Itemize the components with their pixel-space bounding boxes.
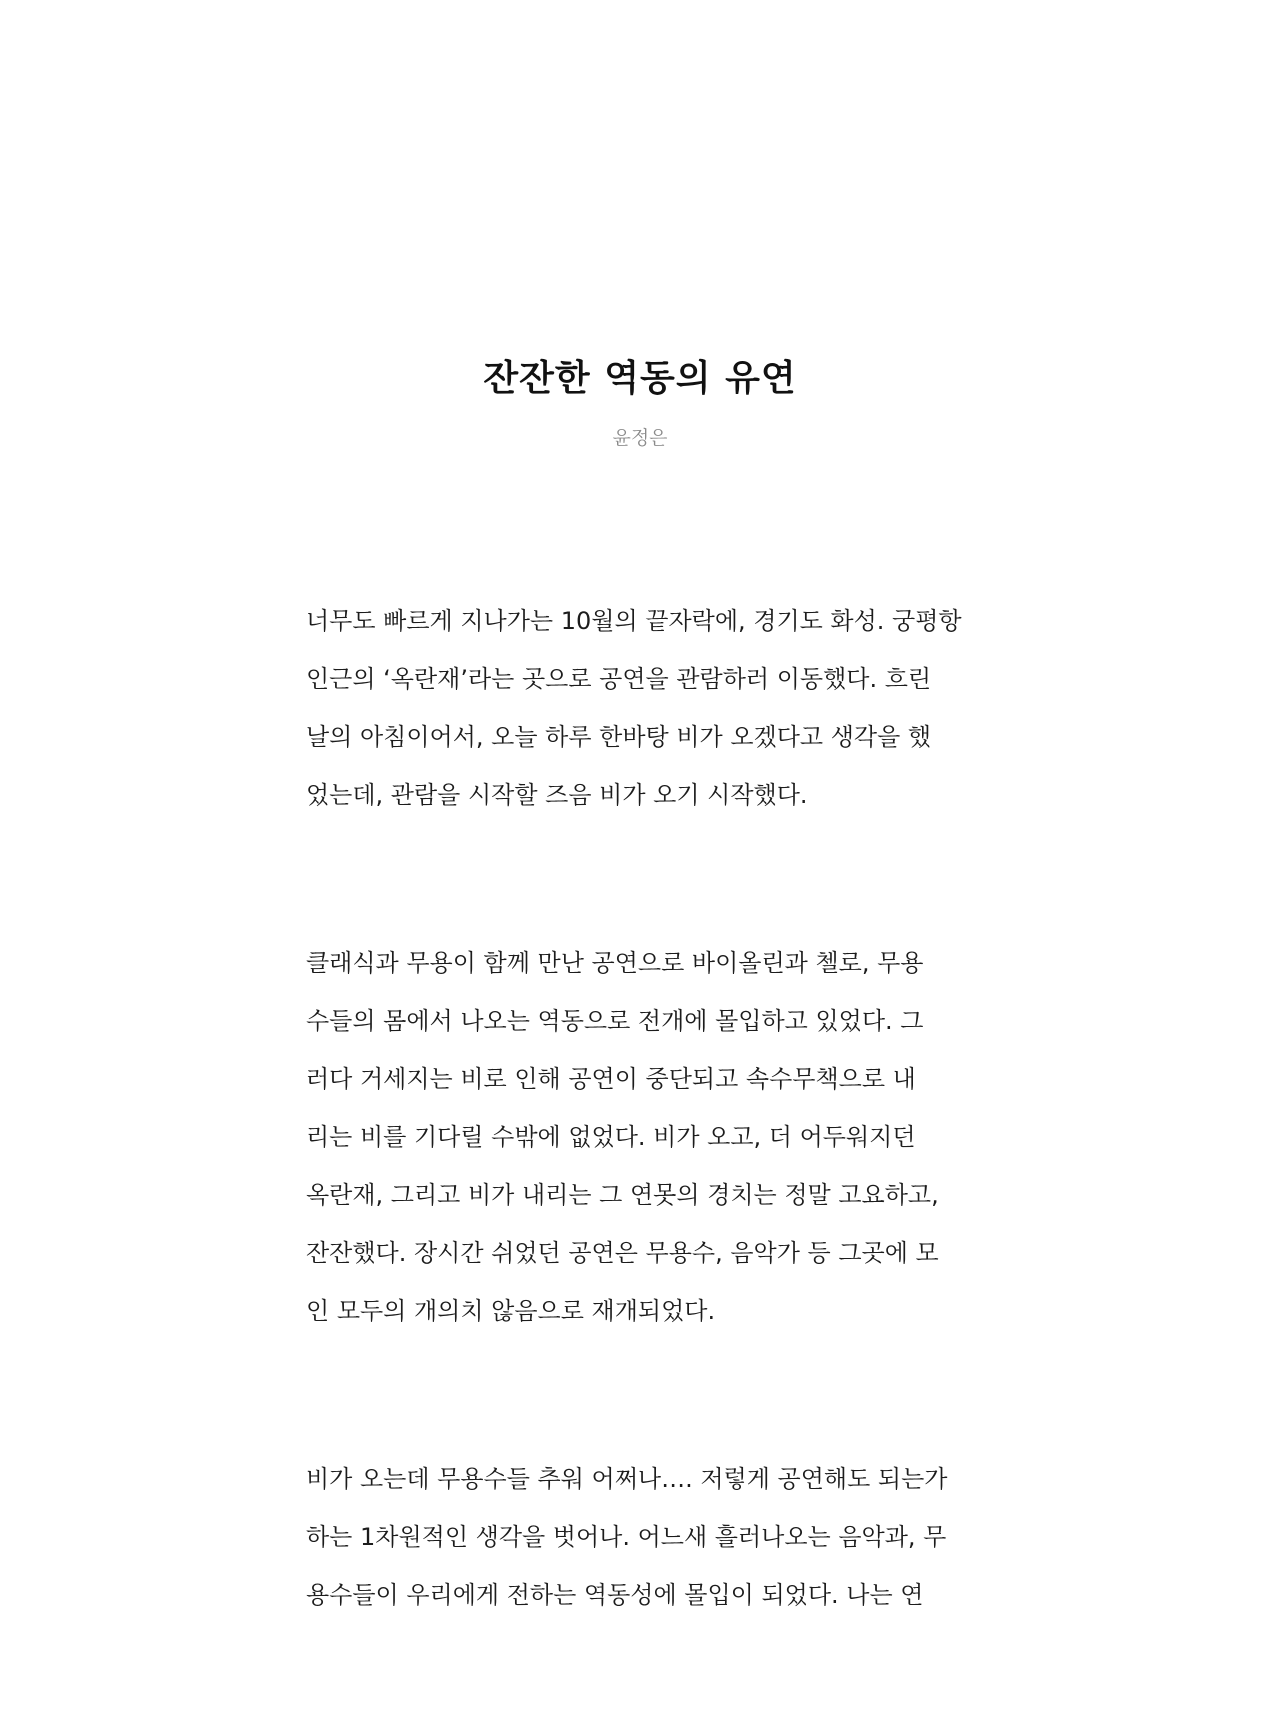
text-line: 옥란재, 그리고 비가 내리는 그 연못의 경치는 정말 고요하고,	[306, 1181, 939, 1209]
text-line: 용수들이 우리에게 전하는 역동성에 몰입이 되었다. 나는 연	[306, 1581, 924, 1609]
text-line: 잔잔했다. 장시간 쉬었던 공연은 무용수, 음악가 등 그곳에 모	[306, 1239, 939, 1267]
paragraph-3	[306, 1450, 972, 1624]
text-line: 하는 1차원적인 생각을 벗어나. 어느새 흘러나오는 음악과, 무	[306, 1523, 947, 1551]
text-line: 었는데, 관람을 시작할 즈음 비가 오기 시작했다.	[306, 781, 808, 809]
text-line: 날의 아침이어서, 오늘 하루 한바탕 비가 오겠다고 생각을 했	[306, 723, 932, 751]
paragraph-2	[306, 934, 972, 1340]
text-line: 수들의 몸에서 나오는 역동으로 전개에 몰입하고 있었다. 그	[306, 1007, 924, 1035]
text-line: 너무도 빠르게 지나가는 10월의 끝자락에, 경기도 화성. 궁평항	[306, 607, 962, 635]
article-title: 잔잔한 역동의 유연	[483, 358, 797, 399]
article-body	[306, 592, 972, 1734]
text-line: 인 모두의 개의치 않음으로 재개되었다.	[306, 1297, 716, 1325]
text-line: 클래식과 무용이 함께 만난 공연으로 바이올린과 첼로, 무용	[306, 949, 924, 977]
text-line: 인근의 ‘옥란재’라는 곳으로 공연을 관람하러 이동했다. 흐린	[306, 665, 932, 693]
text-line: 리는 비를 기다릴 수밖에 없었다. 비가 오고, 더 어두워지던	[306, 1123, 916, 1151]
paragraph-1	[306, 592, 972, 824]
text-line: 비가 오는데 무용수들 추워 어쩌나…. 저렇게 공연해도 되는가	[306, 1465, 948, 1493]
article-author: 윤정은	[612, 427, 668, 449]
text-line: 러다 거세지는 비로 인해 공연이 중단되고 속수무책으로 내	[306, 1065, 916, 1093]
